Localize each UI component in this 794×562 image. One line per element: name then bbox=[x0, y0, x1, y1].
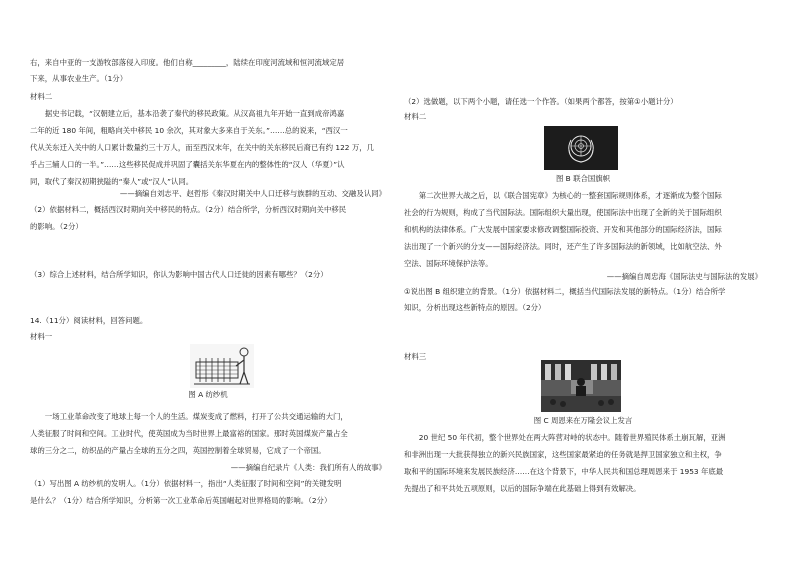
material-2-right-line3: 和机构的法律体系。广大发展中国家要求修改调整国际投资、开发和其他部分的国际经济法，国际 bbox=[404, 225, 722, 234]
material-2-text-line2: 二年的近 180 年间，粗略向关中移民 10 余次，其对象大多来自于关东。”……总的说来，“西汉一 bbox=[30, 126, 348, 135]
sub-question-1-line2: 知识，分析出现这些新特点的原因。（2分） bbox=[404, 303, 546, 312]
question-2-line2: 的影响。（2分） bbox=[30, 222, 83, 231]
sub-question-1-line1: ①说出图 B 组织建立的背景。（1分）依据材料二，概括当代国际法发展的新特点。（1分）结合所学 bbox=[404, 287, 726, 296]
question-3-line1: （3）综合上述材料，结合所学知识，你认为影响中国古代人口迁徙的因素有哪些？（2分） bbox=[30, 270, 328, 279]
spinning-machine-drawing bbox=[190, 344, 254, 388]
material-2-text-line5: 同，取代了秦汉初期狭隘的“秦人”或“汉人”认同。 bbox=[30, 177, 194, 186]
material-2-label: 材料二 bbox=[30, 92, 53, 101]
material-2-right-source: ——摘编自周忠海《国际法史与国际法的发展》 bbox=[606, 272, 762, 281]
material-3-label: 材料三 bbox=[404, 352, 427, 361]
spinning-machine-image bbox=[190, 344, 254, 388]
material-1-label: 材料一 bbox=[30, 332, 53, 341]
material-2-right-line5: 空法、国际环境保护法等。 bbox=[404, 259, 493, 268]
un-emblem-icon bbox=[544, 126, 618, 170]
question-2-line1: （2）依据材料二，概括西汉时期向关中移民的特点。（2分）结合所学，分析西汉时期向关中移民 bbox=[30, 205, 347, 214]
question-13-tail-line2: 下来，从事农业生产。（1分） bbox=[30, 74, 128, 83]
material-3-text-line4: 先提出了和平共处五项原则，以后的国际争端在此基础上得到有效解决。 bbox=[404, 484, 641, 493]
material-3-text-line1: 20 世纪 50 年代初，整个世界处在两大阵营对峙的状态中。随着世界殖民体系土崩瓦解，亚洲 bbox=[418, 433, 726, 442]
material-2-right-line4: 法出现了一个新兴的分支——国际经济法。同时，还产生了许多国际法的新领域，比如航空法、外 bbox=[404, 242, 722, 251]
material-3-text-line2: 和非洲出现一大批获得独立的新兴民族国家，这些国家最紧迫的任务就是捍卫国家独立和主权，争 bbox=[404, 450, 722, 459]
un-flag-image bbox=[544, 126, 618, 170]
material-2-text-line4: 乎占三辅人口的一半。”……这些移民促成并巩固了囊括关东华夏在内的整体性的“汉人（华夏）”认 bbox=[30, 160, 345, 169]
material-1-text-line1: 一场工业革命改变了地球上每一个人的生活。煤炭变成了燃料，打开了公共交通运输的大门， bbox=[44, 412, 348, 421]
figure-c-caption: 图 C 周恩来在万隆会议上发言 bbox=[533, 416, 633, 425]
question-14-header: 14.（11分）阅读材料，回答问题。 bbox=[30, 316, 148, 325]
figure-b-caption: 图 B 联合国旗帜 bbox=[555, 174, 611, 183]
material-2-right-line1: 第二次世界大战之后，以《联合国宪章》为核心的一整套国际规则体系，才逐渐成为整个国际 bbox=[418, 191, 722, 200]
figure-a-caption: 图 A 纺纱机 bbox=[188, 390, 228, 399]
material-2-text-line3: 代从关东迁入关中的人口累计数量约三十万人，而至西汉末年，在关中的关东移民后裔已有约 122 万，几 bbox=[30, 143, 374, 152]
material-1-text-line3: 球的三分之二，纺织品的产量占全球的五分之四，英国控制着全球贸易，它成了一个帝国。 bbox=[30, 446, 326, 455]
optional-question-note: （2）选做题，以下两个小题，请任选一个作答。（如果两个都答，按第①小题计分） bbox=[404, 97, 678, 106]
material-2-source: ——摘编自刘志平、赵哲彤《秦汉时期关中人口迁移与族群的互动、交融及认同》 bbox=[119, 189, 386, 198]
material-1-text-line2: 人类征服了时间和空间。工业时代，使英国成为当时世界上最富裕的国家。那时英国煤炭产量占全 bbox=[30, 429, 348, 438]
material-3-text-line3: 取和平的国际环境来发展民族经济……在这个背景下，中华人民共和国总理周恩来于 1953 年底最 bbox=[404, 467, 724, 476]
conference-speech-photo bbox=[541, 360, 621, 412]
bandung-conference-photo bbox=[541, 360, 621, 412]
material-1-source: ——摘编自纪录片《人类：我们所有人的故事》 bbox=[230, 463, 386, 472]
material-2-text-line1: 据史书记载，“汉朝建立后，基本沿袭了秦代的移民政策。从汉高祖九年开始一直到成帝鸿嘉 bbox=[44, 109, 345, 118]
question-13-tail-line1: 右，来自中亚的一支游牧部落侵入印度。他们自称_________，陆续在印度河流域和恒河流域定居 bbox=[30, 58, 345, 67]
question-14-1-line1: （1）写出图 A 纺纱机的发明人。（1分）依据材料一，指出“人类征服了时间和空间”的关键发明 bbox=[30, 479, 342, 488]
question-14-1-line2: 是什么？（1分）结合所学知识，分析第一次工业革命后英国崛起对世界格局的影响。（2分） bbox=[30, 496, 332, 505]
material-2-right-line2: 社会的行为规则，构成了当代国际法。国际组织大量出现，使国际法中出现了全新的关于国际组织 bbox=[404, 208, 722, 217]
material-2-label-right: 材料二 bbox=[404, 112, 427, 121]
